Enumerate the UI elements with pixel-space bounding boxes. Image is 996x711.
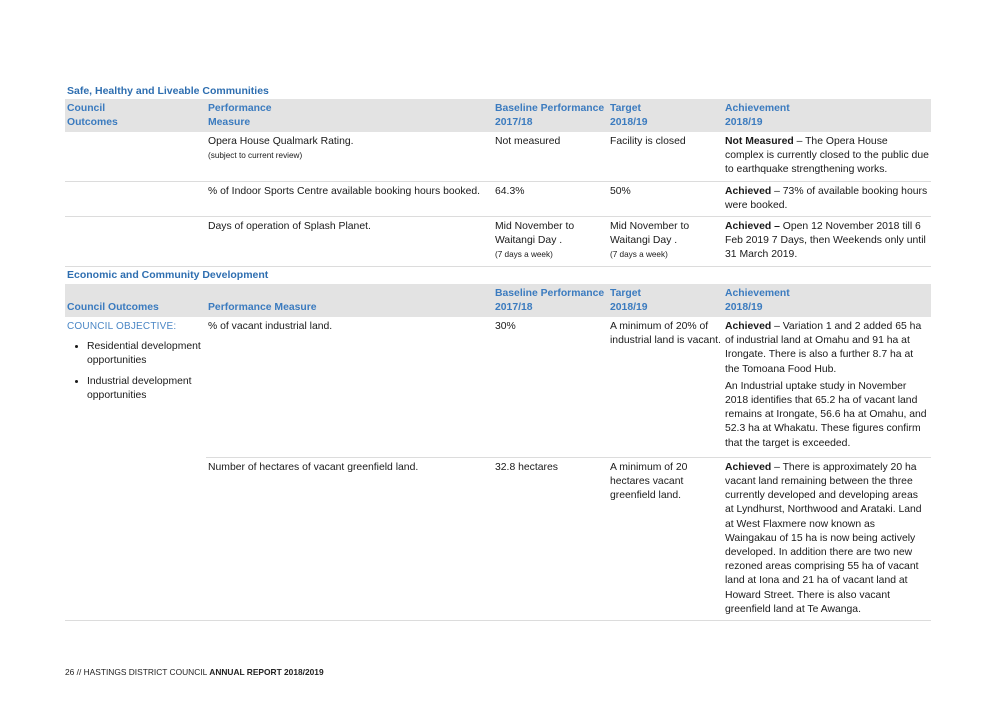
table-header-row [65,99,931,132]
table-row [65,317,931,457]
header-performance-measure: Performance Measure [206,99,493,132]
list-item: • Industrial development opportunities [87,375,204,403]
baseline-cell: Mid November to Waitangi Day . (7 days a week) [493,217,608,267]
status-label: Achieved [725,461,772,473]
table-row [65,181,931,216]
section-title-economic-development: Economic and Community Development [67,269,269,281]
measure-cell: Number of hectares of vacant greenfield land. [206,457,493,620]
outcome-cell [65,181,206,216]
baseline-cell: 30% [493,317,608,457]
status-label: Achieved [725,321,772,332]
table-row [65,132,931,181]
header-council-outcomes: Council Outcomes [65,99,206,132]
council-objective-title: COUNCIL OBJECTIVE: [67,321,177,332]
baseline-cell: 32.8 hectares [493,457,608,620]
target-cell: 50% [608,181,723,216]
table-row [65,217,931,267]
target-cell: A minimum of 20 hectares vacant greenfield land. [608,457,723,620]
list-item: • Residential development opportunities [87,340,204,368]
header-target: Target 2018/19 [608,284,723,317]
section-title-safe-communities: Safe, Healthy and Liveable Communities [67,85,269,97]
status-label: Achieved – [725,221,780,233]
header-baseline: Baseline Performance 2017/18 [493,284,608,317]
header-target: Target 2018/19 [608,99,723,132]
target-cell: A minimum of 20% of industrial land is vacant. [608,317,723,457]
target-cell: Mid November to Waitangi Day . (7 days a week) [608,217,723,267]
footer-report-title: ANNUAL REPORT 2018/2019 [209,667,324,677]
baseline-cell: Not measured [493,132,608,181]
economic-development-table [65,284,931,621]
status-label: Achieved [725,185,772,197]
objective-list [67,340,204,403]
achievement-cell: Achieved – Variation 1 and 2 added 65 ha of industrial land at Omahu and 91 ha at Irongate. There is also a further 8.7 ha at the Tomoana Food Hub. An Industrial uptake study in November 2018 identifies that 65.2 ha of vacant land remains at Irongate, 56.6 ha at Omahu, and 52.3 ha at Whakatu. These figures confirm that the target is exceeded. [723,317,931,457]
council-objective-cell [65,317,206,621]
baseline-cell: 64.3% [493,181,608,216]
header-baseline: Baseline Performance 2017/18 [493,99,608,132]
achievement-cell: Not Measured – The Opera House complex is currently closed to the public due to earthquake strengthening works. [723,132,931,181]
table-header-row [65,284,931,317]
footer-prefix: 26 // HASTINGS DISTRICT COUNCIL [65,667,210,677]
page-footer [65,667,324,677]
outcome-cell [65,217,206,267]
measure-cell: % of Indoor Sports Centre available booking hours booked. [206,181,493,216]
measure-cell: % of vacant industrial land. [206,317,493,457]
achievement-cell: Achieved – 73% of available booking hours were booked. [723,181,931,216]
measure-cell: Days of operation of Splash Planet. [206,217,493,267]
achievement-note: An Industrial uptake study in November 2018 identifies that 65.2 ha of vacant land remains at Irongate, 56.6 ha at Omahu, and 52.3 ha at Whakatu. These figures confirm that the target is exceeded. [725,380,927,449]
header-achievement: Achievement 2018/19 [723,99,931,132]
header-performance-measure: Performance Measure [206,284,493,317]
header-achievement: Achievement 2018/19 [723,284,931,317]
achievement-cell: Achieved – Open 12 November 2018 till 6 Feb 2019 7 Days, then Weekends only until 31 March 2019. [723,217,931,267]
outcome-cell [65,132,206,181]
safe-communities-table [65,99,931,267]
status-label: Not Measured [725,136,794,147]
achievement-cell: Achieved – There is approximately 20 ha vacant land remaining between the three currently developed and developing areas at Lyndhurst, Northwood and Arataki. Land at West Flaxmere now known as Waingakau of 15 ha is now being actively developed. In addition there are two new rezoned areas comprising 55 ha of vacant land at Iona and 21 ha of vacant land at Howard Street. There is also vacant greenfield land at Te Awanga. [723,457,931,620]
measure-cell: Opera House Qualmark Rating. (subject to current review) [206,132,493,181]
target-cell: Facility is closed [608,132,723,181]
header-council-outcomes: Council Outcomes [65,284,206,317]
